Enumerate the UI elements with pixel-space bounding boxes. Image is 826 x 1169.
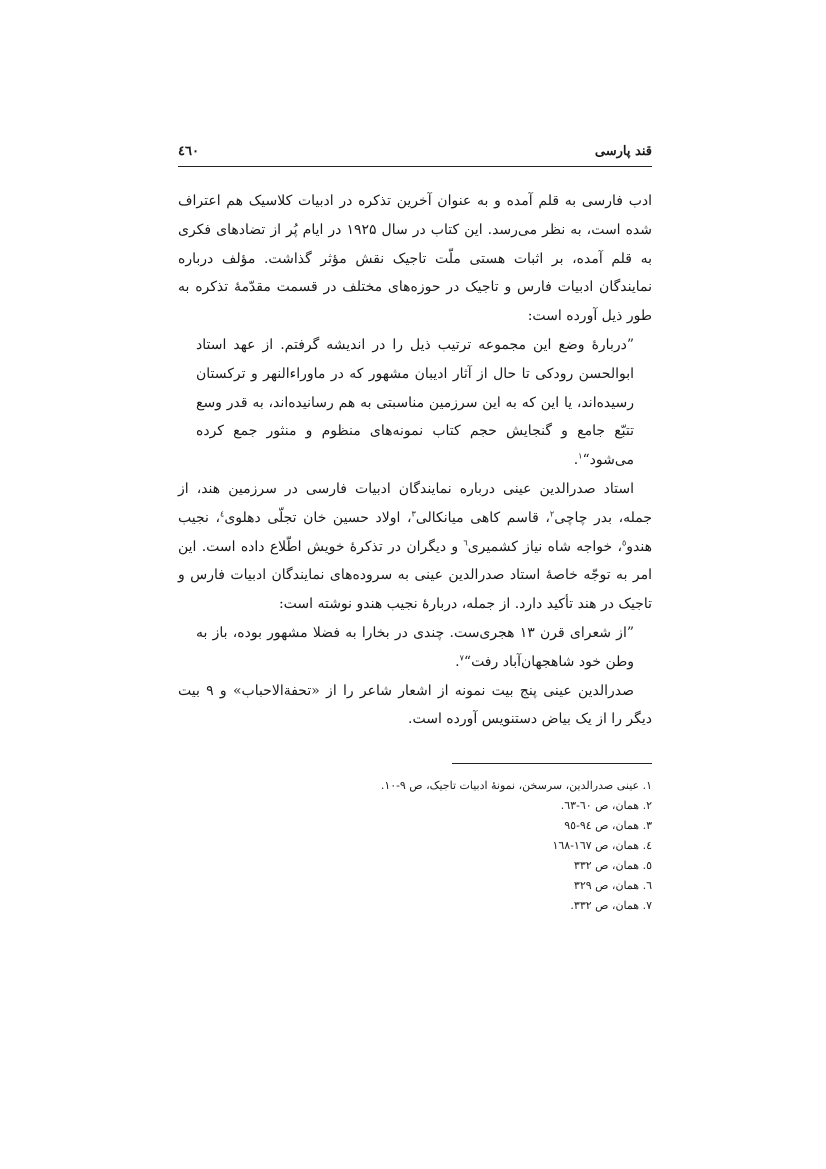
paragraph-2-part-e: ، خواجه شاه نیاز کشمیری — [467, 538, 622, 555]
footnote-1: ١. عینی صدرالدین، سرسخن، نمونهٔ ادبیات تاجیک، ص ٩-١٠. — [380, 779, 652, 793]
page-header — [178, 140, 652, 167]
quote-2 — [196, 619, 634, 677]
running-title: قند پارسی — [594, 144, 652, 159]
page-number: ٤٦٠ — [178, 144, 199, 159]
footnote-ref-6[interactable]: ٦ — [463, 537, 468, 547]
footnote-ref-4[interactable]: ٤ — [220, 509, 225, 519]
footnote-ref-2[interactable]: ٢ — [549, 509, 555, 519]
paragraph-2-part-f: و دیگران در تذکرهٔ خویش اطّلاع داده است. این امر به توجّه خاصهٔ استاد صدرالدین عینی به سروده‌های نمایندگان ادبیات فارس و تاجیک در هند تأکید دارد. از جمله، دربارهٔ نجیب هندو نوشته است: — [178, 538, 652, 613]
book-page — [178, 140, 652, 927]
paragraph-2 — [178, 475, 652, 619]
footnotes-list — [178, 776, 652, 916]
paragraph-2-part-b: ، قاسم کاهی میانکالی — [415, 509, 550, 526]
quote-2-text: ”از شعرای قرن ۱۳ هجری‌ست. چندی در بخارا به فضلا مشهور بوده، باز به وطن خود شاهجهان‌آباد رفت“ — [196, 624, 634, 670]
footnote-5: ٥. همان، ص ٣٣٢ — [573, 859, 652, 873]
footnote-7: ٧. همان، ص ٣٣٢. — [570, 899, 652, 913]
paragraph-2-part-a: استاد صدرالدین عینی درباره نمایندگان ادبیات فارسی در سرزمین هند، از جمله، بدر چاچی — [178, 480, 653, 526]
footnote-ref-5[interactable]: ٥ — [621, 537, 627, 547]
footnote-ref-1[interactable]: ١ — [578, 451, 583, 461]
paragraph-2-part-d: ، نجیب هندو — [178, 509, 652, 555]
footnote-separator — [452, 763, 652, 764]
footnote-ref-3[interactable]: ٣ — [411, 509, 416, 519]
body-text — [178, 187, 652, 734]
paragraph-3: صدرالدین عینی پنج بیت نمونه از اشعار شاعر را از «تحفة‌الاحباب» و ۹ بیت دیگر را از یک بیاض دستنویس آورده است. — [178, 682, 652, 728]
paragraph-2-part-c: ، اولاد حسین خان تجلّی دهلوی — [224, 509, 412, 526]
quote-2-end: . — [455, 653, 460, 670]
footnote-6: ٦. همان، ص ٣٢٩ — [573, 879, 652, 893]
footnote-3: ٣. همان، ص ٩٤-٩٥ — [564, 819, 652, 833]
paragraph-1: ادب فارسی به قلم آمده و به عنوان آخرین تذکره در ادبیات کلاسیک هم اعتراف شده است، به نظر می‌رسد. این کتاب در سال ۱۹۲۵ در ایام پُر از تضادهای فکری به قلم آمده، بر اثبات هستی ملّت تاجیک نقش مؤثر گذاشت. مؤلف درباره نمایندگان ادبیات فارس و تاجیک در حوزه‌های مختلف در قسمت مقدّمهٔ تذکره به طور ذیل آورده است: — [178, 193, 653, 325]
footnote-4: ٤. همان، ص ١٦٧-١٦٨ — [552, 839, 652, 853]
quote-1 — [196, 331, 634, 475]
footnote-2: ٢. همان، ص ٦٠-٦٣. — [560, 799, 652, 813]
footnote-ref-7[interactable]: ٧ — [459, 653, 464, 663]
quote-1-end: . — [573, 452, 579, 469]
quote-1-text: ”دربارهٔ وضع این مجموعه ترتیب ذیل را در اندیشه گرفتم. از عهد استاد ابوالحسن رودکی تا حال از آثار ادیبان مشهور که در ماوراءالنهر و ترکستان رسیده‌اند، یا این که به این سرزمین مناسبتی به هم رسانیده‌اند، به قدر وسع تتبّع جامع و گنجایش حجم کتاب نمونه‌های منظوم و منثور جمع کرده می‌شود“ — [196, 336, 634, 469]
